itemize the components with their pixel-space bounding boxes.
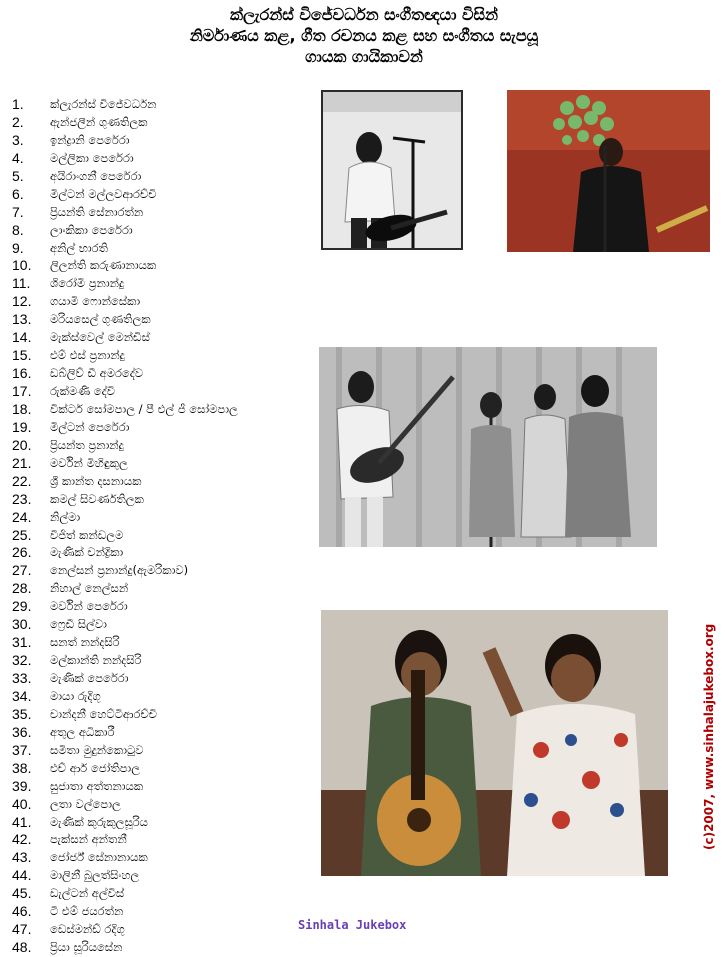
singer-name: ටී එම් ජයරත්න (50, 904, 124, 919)
singer-number: 25. (12, 526, 32, 543)
list-item (12, 168, 312, 186)
singer-number: 19. (12, 418, 32, 435)
singer-name: මැක්ස්වෙල් මෙන්ඩිස් (50, 330, 150, 345)
singer-number: 47. (12, 921, 32, 938)
photo-two-men-color (321, 610, 668, 876)
list-item (12, 849, 312, 867)
singer-number: 29. (12, 598, 32, 615)
singer-name: මල්කාන්ති නන්දසිරි (50, 653, 142, 668)
singer-name: ප්‍රියා සූරියසේන (50, 940, 123, 955)
list-item (12, 257, 312, 275)
singer-name: මරියසෙල් ගුණතිලක (50, 312, 151, 327)
singer-name: අයිරාංගනී පෙරේරා (50, 168, 142, 183)
list-item (12, 275, 312, 293)
list-item (12, 921, 312, 939)
list-item (12, 670, 312, 688)
page-header (0, 4, 728, 67)
singer-number: 2. (12, 113, 24, 130)
singer-number: 1. (12, 96, 24, 112)
singer-name: නිහාල් නෙල්සන් (50, 581, 129, 596)
singer-name: ශිරෝමි ප්‍රනාන්දු (50, 276, 125, 291)
list-item (12, 383, 312, 401)
list-item (12, 634, 312, 652)
list-item (12, 616, 312, 634)
singer-name: ඩැල්ටන් අල්විස් (50, 886, 125, 901)
list-item (12, 329, 312, 347)
singer-number: 38. (12, 759, 32, 776)
singer-name: ගයාමි ෆොන්සේකා (50, 294, 141, 309)
singer-number: 9. (12, 239, 24, 256)
list-item (12, 401, 312, 419)
singer-number: 6. (12, 185, 24, 202)
list-item (12, 455, 312, 473)
singer-name: කමල් සිවර්ණතිලක (50, 491, 144, 506)
singer-number: 14. (12, 329, 32, 346)
singer-name: ලාංකිකා පෙරේරා (50, 222, 133, 237)
singer-name: මිල්ටන් පෙරේරා (50, 419, 130, 434)
header-line-1: ක්ලැරන්ස් විජේවර්ධන සංගීතඥයා විසින් (229, 5, 499, 24)
list-item (12, 652, 312, 670)
singer-number: 46. (12, 903, 32, 920)
list-item (12, 365, 312, 383)
singer-number: 22. (12, 472, 32, 489)
singer-number: 28. (12, 580, 32, 597)
list-item (12, 742, 312, 760)
list-item (12, 240, 312, 258)
singer-name: සුජාතා අත්තනායක (50, 778, 144, 793)
list-item (12, 132, 312, 150)
singer-name: ෆ්‍රෙඩී සිල්වා (50, 617, 107, 632)
singer-name: සමිතා මුදුන්කොටුව (50, 742, 144, 757)
singer-number: 11. (12, 275, 31, 292)
footer-brand: Sinhala Jukebox (298, 918, 407, 932)
singer-number: 3. (12, 131, 24, 148)
singer-number: 34. (12, 687, 32, 704)
list-item (12, 114, 312, 132)
singer-number: 4. (12, 149, 24, 166)
list-item (12, 580, 312, 598)
singer-number: 33. (12, 670, 32, 686)
list-item (12, 473, 312, 491)
singer-name: මැණික් කුරුකුලසූරිය (50, 814, 148, 829)
list-item (12, 760, 312, 778)
singer-number: 44. (12, 867, 32, 884)
singer-number: 7. (12, 203, 24, 220)
singer-number: 10. (12, 257, 32, 274)
singer-name: ප්‍රියන්ති සේනාරත්න (50, 204, 144, 219)
singer-number: 35. (12, 705, 32, 722)
list-item (12, 186, 312, 204)
list-item (12, 96, 312, 114)
singer-name: මර්වින් මිහිඳුකුල (50, 455, 128, 470)
header-line-2: නිර්මාණය කළ, ගීත රචනය කළ සහ සංගීතය සැපයූ (189, 26, 539, 45)
list-item (12, 544, 312, 562)
singer-name: එච් ආර් ජෝතිපාල (50, 760, 140, 775)
singer-name: මල්ලිකා පෙරේරා (50, 150, 134, 165)
singer-name: එම් එස් ප්‍රනාන්දු (50, 348, 125, 363)
singer-name: ප්‍රියන්ත ප්‍රනාන්දු (50, 437, 124, 452)
singer-number: 39. (12, 777, 32, 794)
singer-number: 21. (12, 454, 32, 471)
singer-number: 23. (12, 490, 32, 507)
singer-number: 30. (12, 616, 32, 633)
singer-name: ඉන්ද්‍රානි පෙරේරා (50, 132, 130, 147)
singer-number: 17. (12, 383, 32, 399)
singer-name: මැණික් පෙරේරා (50, 671, 129, 685)
list-item (12, 419, 312, 437)
singer-name: ඇන්ජලීන් ගුණතිලක (50, 114, 148, 129)
singer-number: 40. (12, 795, 32, 812)
singer-list (12, 96, 312, 957)
list-item (12, 437, 312, 455)
list-item (12, 706, 312, 724)
singer-name: ලතා වල්පොල (50, 796, 121, 811)
singer-name: ක්ලැරන්ස් විජේවර්ධන (50, 97, 157, 111)
singer-name: නිල්මා (50, 509, 81, 524)
list-item (12, 562, 312, 580)
singer-name: රුක්මණි දේවි (50, 384, 115, 398)
header-line-3: ගායක ගායිකාවන් (305, 47, 423, 66)
list-item (12, 688, 312, 706)
singer-name: නෙල්සන් ප්‍රනාන්දු(ඇමරිකාව) (50, 563, 189, 578)
singer-name: අතුල අධිකාරී (50, 724, 115, 739)
list-item (12, 491, 312, 509)
singer-number: 12. (12, 293, 32, 310)
list-item (12, 778, 312, 796)
list-item (12, 204, 312, 222)
singer-number: 48. (12, 939, 32, 956)
singer-number: 24. (12, 508, 32, 525)
list-item (12, 885, 312, 903)
list-item (12, 598, 312, 616)
singer-number: 42. (12, 831, 32, 848)
singer-number: 37. (12, 741, 32, 758)
singer-name: ඩබ්ලිව් ඩී අමරදේව (50, 366, 144, 381)
list-item (12, 796, 312, 814)
list-item (12, 527, 312, 545)
list-item (12, 222, 312, 240)
singer-name: වික්ටර් සෝමපාල / පී එල් ජී සෝමපාල (50, 401, 238, 416)
singer-number: 13. (12, 311, 32, 328)
photo-singer-guitar-bw (321, 90, 463, 250)
list-item (12, 939, 312, 957)
singer-name: චාන්දනී හෙට්ටිආරච්චි (50, 706, 157, 721)
singer-number: 16. (12, 365, 32, 382)
singer-number: 20. (12, 436, 32, 453)
singer-number: 26. (12, 544, 32, 561)
singer-number: 15. (12, 347, 32, 364)
list-item (12, 867, 312, 885)
singer-name: විජිත් කන්ඩලම (50, 527, 124, 542)
list-item (12, 293, 312, 311)
singer-number: 32. (12, 652, 32, 669)
singer-name: මාලිනී බුලත්සිංහල (50, 868, 140, 883)
list-item (12, 814, 312, 832)
list-item (12, 347, 312, 365)
photo-singer-stage-color (507, 90, 710, 252)
photo-group-bw (319, 347, 657, 547)
singer-name: ශ්‍රී කාන්ත දසනායක (50, 473, 142, 488)
singer-number: 41. (12, 813, 32, 830)
singer-number: 45. (12, 885, 32, 902)
singer-number: 36. (12, 723, 32, 740)
singer-name: පැක්සන් අන්තනී (50, 832, 127, 847)
singer-name: අනිල් භාරති (50, 240, 108, 255)
singer-name: ලිලන්ති කරුණානායක (50, 258, 157, 273)
singer-name: ජෝර්ජ් සේනානායක (50, 850, 148, 865)
list-item (12, 311, 312, 329)
singer-number: 18. (12, 400, 32, 417)
singer-number: 43. (12, 849, 32, 866)
singer-number: 31. (12, 634, 32, 651)
list-item (12, 903, 312, 921)
list-item (12, 150, 312, 168)
singer-number: 27. (12, 562, 32, 579)
list-item (12, 509, 312, 527)
singer-name: මායා රුදිගු (50, 688, 101, 703)
singer-number: 8. (12, 221, 24, 238)
singer-name: සනත් නන්දසිරි (50, 635, 120, 650)
singer-name: මර්වින් පෙරේරා (50, 599, 128, 614)
singer-name: මැණික් චන්ද්‍රිකා (50, 545, 124, 560)
copyright-watermark: (c)2007, www.sinhalajukebox.org (702, 623, 716, 850)
list-item (12, 724, 312, 742)
singer-name: ඩෙස්මන්ඩ් රදිගු (50, 922, 125, 937)
singer-number: 5. (12, 167, 24, 184)
singer-name: මිල්ටන් මල්ලවආරච්චි (50, 186, 157, 201)
list-item (12, 831, 312, 849)
